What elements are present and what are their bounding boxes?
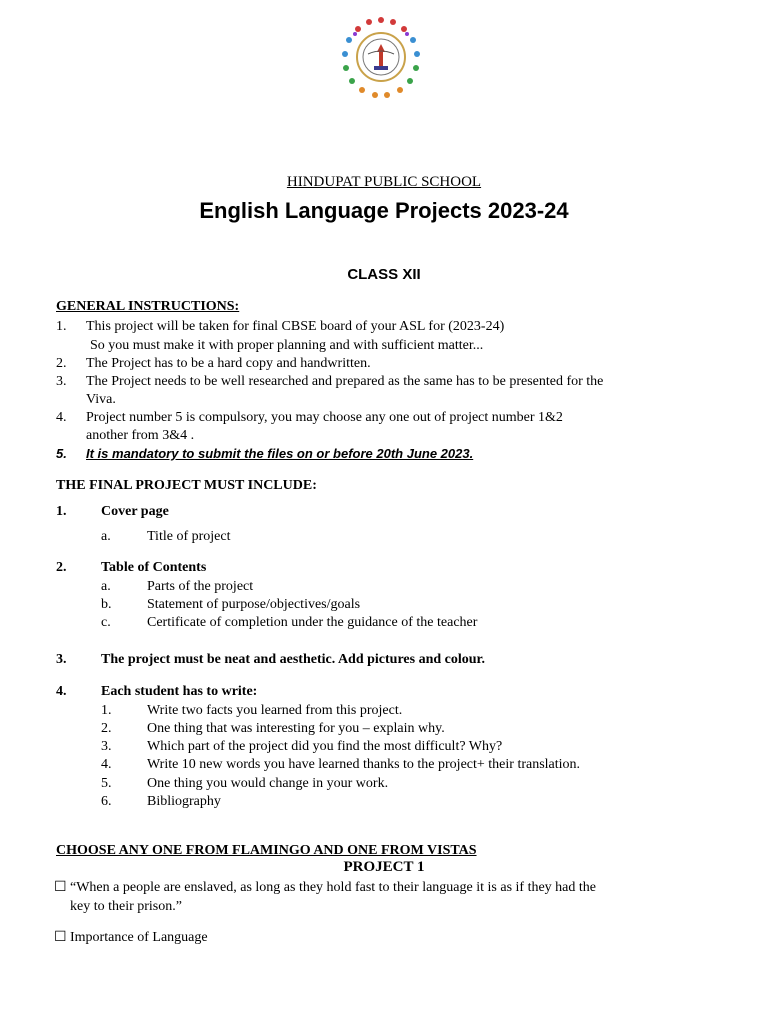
checkbox-bullet-icon: ☐ bbox=[54, 930, 67, 945]
final-project-heading: THE FINAL PROJECT MUST INCLUDE: bbox=[56, 478, 317, 493]
checkbox-bullet-icon: ☐ bbox=[54, 880, 67, 895]
class-label: CLASS XII bbox=[347, 266, 421, 283]
document-page: HINDUPAT PUBLIC SCHOOL English Language Projects 2023-24 CLASS XII GENERAL INSTRUCTIONS: 1. This project will be taken for final CBSE board of your ASL for (2023-24) So you must make it with proper planning and with sufficient matter... 2. The Project has to be a hard copy and handwritten. 3. The Project needs to be well researched and prepared as the same has to be presented for the Viva. 4. Project number 5 is compulsory, you may choose any one out of project number 1&2 another from 3&4 . 5. It is mandatory to submit the files on or before 20th June 2023. THE FINAL PROJECT MUST INCLUDE: 1. Cover page a. Title of project 2. Table of Contents a. Parts of the project b. Statement of purpose/objectives/goals c. Certificate of completion under the guidance of the teacher 3. The project must be neat and aesthetic. Add pictures and colour. 4. Each student has to write: 1. Write two facts you learned from this project. 2. One thing that was interesting for you – explain why. 3. Which part of the project did you find the most difficult? Why? 4. Write 10 new words you have learned thanks to the project+ their translation. 5. One thing you would change in your work. 6. Bibliography CHOOSE ANY ONE FROM FLAMINGO AND ONE FROM VISTAS PROJECT 1 ☐ “When a people are enslaved, as long as they hold fast to their language it is as if they had the key to their prison.” ☐ Importance of Language bbox=[0, 0, 768, 1024]
choose-heading: CHOOSE ANY ONE FROM FLAMINGO AND ONE FROM VISTAS bbox=[56, 843, 477, 858]
school-name: HINDUPAT PUBLIC SCHOOL bbox=[286, 174, 482, 190]
school-logo-icon bbox=[338, 14, 424, 100]
project-1-heading: PROJECT 1 bbox=[343, 859, 425, 875]
general-instructions-heading: GENERAL INSTRUCTIONS: bbox=[56, 299, 240, 314]
page-title: English Language Projects 2023-24 bbox=[199, 198, 569, 223]
